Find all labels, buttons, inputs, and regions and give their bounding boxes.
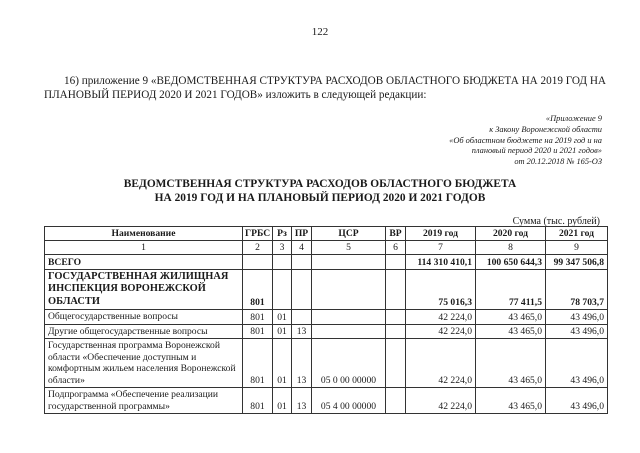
row-rz	[273, 255, 292, 270]
row-csr: 05 4 00 00000	[312, 388, 386, 414]
column-number: 7	[406, 241, 476, 255]
row-rz: 01	[273, 388, 292, 414]
row-grbs	[243, 255, 273, 270]
row-name: ГОСУДАРСТВЕННАЯ ЖИЛИЩНАЯ ИНСПЕКЦИЯ ВОРОНЕЖСКОЙ ОБЛАСТИ	[45, 270, 243, 310]
column-header: ГРБС	[243, 227, 273, 241]
column-number: 9	[546, 241, 608, 255]
row-csr	[312, 255, 386, 270]
row-vr	[386, 310, 406, 325]
document-title-line: НА 2019 ГОД И НА ПЛАНОВЫЙ ПЕРИОД 2020 И 2021 ГОДОВ	[154, 191, 486, 204]
column-header: Рз	[273, 227, 292, 241]
row-vr	[386, 270, 406, 310]
row-pr: 13	[292, 339, 312, 388]
row-grbs: 801	[243, 310, 273, 325]
table-row	[45, 324, 608, 339]
row-vr	[386, 324, 406, 339]
row-rz: 01	[273, 310, 292, 325]
document-title	[0, 178, 640, 205]
row-amount-2021: 78 703,7	[546, 270, 608, 310]
row-grbs: 801	[243, 388, 273, 414]
row-pr: 13	[292, 388, 312, 414]
row-amount-2019: 42 224,0	[406, 388, 476, 414]
table-row	[45, 310, 608, 325]
row-amount-2020: 43 465,0	[476, 388, 546, 414]
row-pr: 13	[292, 324, 312, 339]
units-label: Сумма (тыс. рублей)	[512, 216, 600, 227]
column-number: 4	[292, 241, 312, 255]
row-name: Государственная программа Воронежской области «Обеспечение доступным и комфортным жильем населения Воронежской области»	[45, 339, 243, 388]
amendment-paragraph: 16) приложение 9 «ВЕДОМСТВЕННАЯ СТРУКТУРА РАСХОДОВ ОБЛАСТНОГО БЮДЖЕТА НА 2019 ГОД НА ПЛАНОВЫЙ ПЕРИОД 2020 И 2021 ГОДОВ» изложить в следующей редакции:	[44, 75, 607, 101]
appendix-note-line: «Об областном бюджете на 2019 год и на	[449, 135, 602, 145]
row-amount-2020: 77 411,5	[476, 270, 546, 310]
row-pr	[292, 310, 312, 325]
column-number: 6	[386, 241, 406, 255]
row-amount-2020: 43 465,0	[476, 310, 546, 325]
row-amount-2021: 43 496,0	[546, 339, 608, 388]
document-title-line: ВЕДОМСТВЕННАЯ СТРУКТУРА РАСХОДОВ ОБЛАСТНОГО БЮДЖЕТА	[123, 178, 517, 190]
column-header: ПР	[292, 227, 312, 241]
row-amount-2021: 43 496,0	[546, 324, 608, 339]
row-amount-2020: 43 465,0	[476, 324, 546, 339]
table-header-row	[45, 227, 608, 241]
row-amount-2021: 99 347 506,8	[546, 255, 608, 270]
row-csr	[312, 270, 386, 310]
appendix-note-line: плановый период 2020 и 2021 годов»	[471, 146, 602, 156]
row-rz	[273, 270, 292, 310]
row-vr	[386, 388, 406, 414]
row-rz: 01	[273, 324, 292, 339]
row-amount-2021: 43 496,0	[546, 388, 608, 414]
column-number: 2	[243, 241, 273, 255]
column-header: ВР	[386, 227, 406, 241]
column-number: 1	[45, 241, 243, 255]
row-vr	[386, 339, 406, 388]
column-header: 2021 год	[546, 227, 608, 241]
column-number: 3	[273, 241, 292, 255]
budget-table	[44, 226, 608, 414]
column-number-row	[45, 241, 608, 255]
row-amount-2019: 114 310 410,1	[406, 255, 476, 270]
row-csr	[312, 324, 386, 339]
column-header: 2019 год	[406, 227, 476, 241]
table-row-total	[45, 255, 608, 270]
row-name: Общегосударственные вопросы	[45, 310, 243, 325]
row-amount-2021: 43 496,0	[546, 310, 608, 325]
row-amount-2020: 100 650 644,3	[476, 255, 546, 270]
row-grbs: 801	[243, 270, 273, 310]
appendix-note	[402, 114, 602, 168]
appendix-note-line: к Закону Воронежской области	[489, 124, 602, 134]
row-name: Подпрограмма «Обеспечение реализации государственной программы»	[45, 388, 243, 414]
row-csr: 05 0 00 00000	[312, 339, 386, 388]
row-grbs: 801	[243, 339, 273, 388]
row-name: ВСЕГО	[45, 255, 243, 270]
appendix-note-line: от 20.12.2018 № 165-ОЗ	[514, 157, 602, 167]
row-amount-2020: 43 465,0	[476, 339, 546, 388]
row-vr	[386, 255, 406, 270]
row-amount-2019: 42 224,0	[406, 324, 476, 339]
column-header: Наименование	[45, 227, 243, 241]
row-grbs: 801	[243, 324, 273, 339]
column-header: 2020 год	[476, 227, 546, 241]
row-rz: 01	[273, 339, 292, 388]
column-header: ЦСР	[312, 227, 386, 241]
table-row	[45, 270, 608, 310]
row-name: Другие общегосударственные вопросы	[45, 324, 243, 339]
table-row	[45, 388, 608, 414]
appendix-note-line: «Приложение 9	[545, 114, 602, 123]
row-amount-2019: 42 224,0	[406, 339, 476, 388]
page-number: 122	[311, 26, 329, 38]
row-amount-2019: 75 016,3	[406, 270, 476, 310]
row-pr	[292, 270, 312, 310]
row-pr	[292, 255, 312, 270]
column-number: 5	[312, 241, 386, 255]
row-csr	[312, 310, 386, 325]
table-row	[45, 339, 608, 388]
row-amount-2019: 42 224,0	[406, 310, 476, 325]
column-number: 8	[476, 241, 546, 255]
